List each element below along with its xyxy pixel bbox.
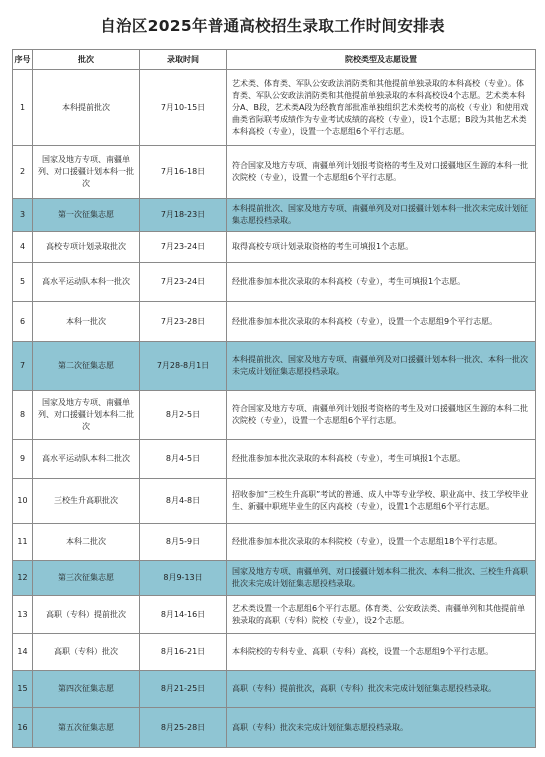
- row-description: 经批准参加本批次录取的本科高校（专业），考生可填报1个志愿。: [227, 263, 536, 302]
- row-time: 8月9-13日: [140, 561, 227, 596]
- header-batch: 批次: [33, 50, 140, 70]
- table-row: [13, 634, 536, 671]
- row-time: 8月16-21日: [140, 634, 227, 671]
- row-time: 7月23-24日: [140, 263, 227, 302]
- row-description: 取得高校专项计划录取资格的考生可填报1个志愿。: [227, 232, 536, 263]
- row-description: 招收参加“三校生升高职”考试的普通、成人中等专业学校、职业高中、技工学校毕业生、新疆中职班毕业生的区内高校（专业），设置1个志愿组6个平行志愿。: [227, 479, 536, 524]
- row-number: 9: [13, 440, 33, 479]
- row-batch: 第一次征集志愿: [33, 199, 140, 232]
- row-batch: 高职（专科）提前批次: [33, 596, 140, 634]
- row-description: 本科提前批次、国家及地方专项、南疆单列及对口援疆计划本科一批次、本科一批次未完成计划征集志愿投档录取。: [227, 342, 536, 391]
- row-number: 12: [13, 561, 33, 596]
- row-description: 经批准参加本批次录取的本科院校（专业），设置一个志愿组18个平行志愿。: [227, 524, 536, 561]
- row-batch: 国家及地方专项、南疆单列、对口援疆计划本科一批次: [33, 146, 140, 199]
- table-row: [13, 302, 536, 342]
- schedule-table: [12, 49, 536, 748]
- header-number: 序号: [13, 50, 33, 70]
- row-description: 符合国家及地方专项、南疆单列计划报考资格的考生及对口援疆地区生源的本科一批次院校（专业），设置一个志愿组6个平行志愿。: [227, 146, 536, 199]
- row-batch: 第二次征集志愿: [33, 342, 140, 391]
- row-description: 经批准参加本批次录取的本科高校（专业），考生可填报1个志愿。: [227, 440, 536, 479]
- row-number: 3: [13, 199, 33, 232]
- row-batch: 本科一批次: [33, 302, 140, 342]
- row-number: 13: [13, 596, 33, 634]
- table-header-row: [13, 50, 536, 70]
- table-row: [13, 708, 536, 748]
- table-row: [13, 342, 536, 391]
- table-row: [13, 146, 536, 199]
- table-row: [13, 479, 536, 524]
- table-row: [13, 524, 536, 561]
- table-row: [13, 263, 536, 302]
- row-batch: 高水平运动队本科二批次: [33, 440, 140, 479]
- page-title: 自治区2025年普通高校招生录取工作时间安排表: [100, 17, 445, 35]
- table-row: [13, 70, 536, 146]
- table-row: [13, 391, 536, 440]
- row-time: 7月23-28日: [140, 302, 227, 342]
- table-row: [13, 440, 536, 479]
- row-time: 8月25-28日: [140, 708, 227, 748]
- row-number: 8: [13, 391, 33, 440]
- row-batch: 第三次征集志愿: [33, 561, 140, 596]
- row-time: 8月2-5日: [140, 391, 227, 440]
- row-number: 2: [13, 146, 33, 199]
- table-row: [13, 232, 536, 263]
- row-batch: 本科提前批次: [33, 70, 140, 146]
- table-row: [13, 199, 536, 232]
- row-description: 高职（专科）批次未完成计划征集志愿投档录取。: [227, 708, 536, 748]
- row-number: 5: [13, 263, 33, 302]
- row-batch: 第四次征集志愿: [33, 671, 140, 708]
- row-time: 7月10-15日: [140, 70, 227, 146]
- row-time: 7月18-23日: [140, 199, 227, 232]
- header-description: 院校类型及志愿设置: [227, 50, 536, 70]
- row-time: 8月5-9日: [140, 524, 227, 561]
- row-description: 本科提前批次、国家及地方专项、南疆单列及对口援疆计划本科一批次未完成计划征集志愿投档录取。: [227, 199, 536, 232]
- row-batch: 高水平运动队本科一批次: [33, 263, 140, 302]
- row-number: 16: [13, 708, 33, 748]
- table-row: [13, 596, 536, 634]
- row-time: 8月14-16日: [140, 596, 227, 634]
- table-row: [13, 561, 536, 596]
- row-number: 1: [13, 70, 33, 146]
- row-description: 艺术类、体育类、军队公安政法消防类和其他提前单独录取的本科高校（专业）。体育类、军队公安政法消防类和其他提前单独录取的本科高校设4个志愿。艺术类本科分A、B段，艺术类A段为经教育部批准单独组织艺术类校考的高校（专业）和使用戏曲类省际联考成绩作为专业考试成绩的高校（专业），设1个志愿；B段为其他艺术类本科高校（专业），设置一个志愿组6个平行志愿。: [227, 70, 536, 146]
- table-row: [13, 671, 536, 708]
- row-batch: 高校专项计划录取批次: [33, 232, 140, 263]
- row-time: 7月16-18日: [140, 146, 227, 199]
- row-description: 本科院校的专科专业、高职（专科）高校，设置一个志愿组9个平行志愿。: [227, 634, 536, 671]
- row-description: 国家及地方专项、南疆单列、对口援疆计划本科二批次、本科二批次、三校生升高职批次未完成计划征集志愿投档录取。: [227, 561, 536, 596]
- row-time: 7月28-8月1日: [140, 342, 227, 391]
- row-description: 符合国家及地方专项、南疆单列计划报考资格的考生及对口援疆地区生源的本科二批次院校（专业），设置一个志愿组6个平行志愿。: [227, 391, 536, 440]
- row-number: 7: [13, 342, 33, 391]
- row-batch: 第五次征集志愿: [33, 708, 140, 748]
- row-number: 15: [13, 671, 33, 708]
- row-number: 4: [13, 232, 33, 263]
- row-batch: 国家及地方专项、南疆单列、对口援疆计划本科二批次: [33, 391, 140, 440]
- row-description: 经批准参加本批次录取的本科高校（专业），设置一个志愿组9个平行志愿。: [227, 302, 536, 342]
- row-time: 7月23-24日: [140, 232, 227, 263]
- row-number: 11: [13, 524, 33, 561]
- row-batch: 三校生升高职批次: [33, 479, 140, 524]
- header-time: 录取时间: [140, 50, 227, 70]
- row-time: 8月4-8日: [140, 479, 227, 524]
- row-time: 8月21-25日: [140, 671, 227, 708]
- row-batch: 高职（专科）批次: [33, 634, 140, 671]
- row-time: 8月4-5日: [140, 440, 227, 479]
- row-number: 6: [13, 302, 33, 342]
- row-number: 14: [13, 634, 33, 671]
- row-batch: 本科二批次: [33, 524, 140, 561]
- row-number: 10: [13, 479, 33, 524]
- row-description: 艺术类设置一个志愿组6个平行志愿。体育类、公安政法类、南疆单列和其他提前单独录取的高职（专科）院校（专业），设2个志愿。: [227, 596, 536, 634]
- row-description: 高职（专科）提前批次，高职（专科）批次未完成计划征集志愿投档录取。: [227, 671, 536, 708]
